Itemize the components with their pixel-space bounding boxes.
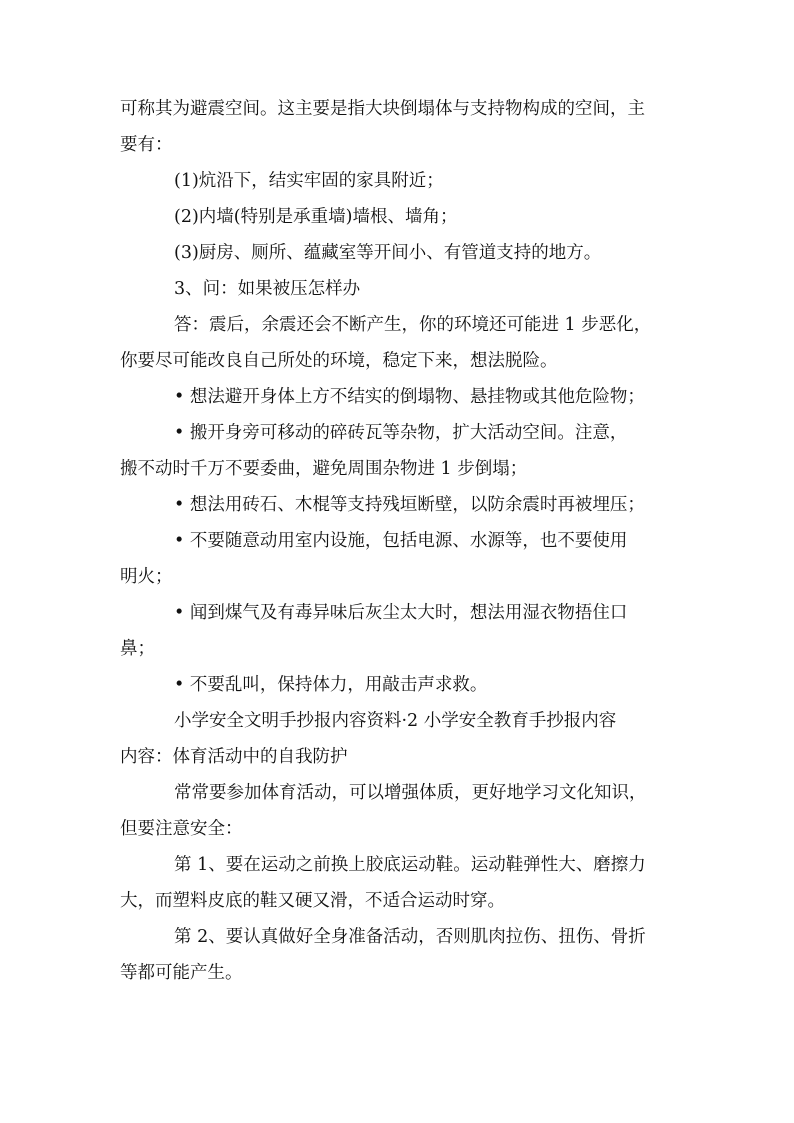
text-line: 你要尽可能改良自己所处的环境，稳定下来，想法脱险。: [120, 351, 558, 371]
text-line: 大，而塑料皮底的鞋又硬又滑，不适合运动时穿。: [120, 891, 505, 911]
bullet-item: • 想法用砖石、木棍等支持残垣断壁，以防余震时再被埋压；: [174, 495, 645, 515]
bullet-item: • 搬开身旁可移动的碎砖瓦等杂物，扩大活动空间。注意，: [174, 423, 628, 443]
text-line: 明火；: [120, 567, 173, 587]
text-line: 第 1、要在运动之前换上胶底运动鞋。运动鞋弹性大、磨擦力: [174, 855, 646, 875]
bullet-item: • 想法避开身体上方不结实的倒塌物、悬挂物或其他危险物；: [174, 387, 645, 407]
list-item: (1)炕沿下，结实牢固的家具附近；: [174, 171, 444, 191]
text-line: 答：震后，余震还会不断产生，你的环境还可能进 1 步恶化，: [174, 315, 652, 335]
text-line: 常常要参加体育活动，可以增强体质，更好地学习文化知识，: [174, 783, 647, 803]
text-line: 等都可能产生。: [120, 963, 243, 983]
text-line: 要有：: [120, 135, 173, 155]
bullet-item: • 不要乱叫，保持体力，用敲击声求救。: [174, 675, 488, 695]
text-line: 鼻；: [120, 639, 155, 659]
list-item: (2)内墙(特别是承重墙)墙根、墙角；: [174, 207, 458, 227]
text-line: 但要注意安全：: [120, 819, 243, 839]
bullet-item: • 闻到煤气及有毒异味后灰尘太大时，想法用湿衣物捂住口: [174, 603, 628, 623]
text-line: 内容：体育活动中的自我防护: [120, 747, 348, 767]
section-heading: 3、问：如果被压怎样办: [174, 279, 361, 299]
list-item: (3)厨房、厕所、蕴藏室等开间小、有管道支持的地方。: [174, 243, 602, 263]
text-line: 可称其为避震空间。这主要是指大块倒塌体与支持物构成的空间，主: [120, 99, 645, 119]
bullet-item: • 不要随意动用室内设施，包括电源、水源等，也不要使用: [174, 531, 628, 551]
text-line: 搬不动时千万不要委曲，避免周围杂物进 1 步倒塌；: [120, 459, 528, 479]
section-heading: 小学安全文明手抄报内容资料·2 小学安全教育手抄报内容: [174, 711, 617, 731]
text-line: 第 2、要认真做好全身准备活动，否则肌肉拉伤、扭伤、骨折: [174, 927, 646, 947]
